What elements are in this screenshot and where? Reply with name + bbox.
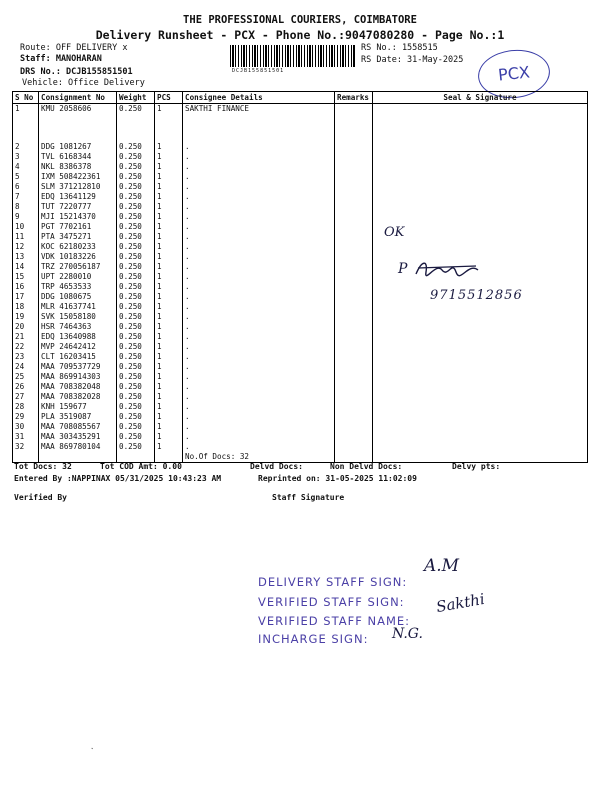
cell-sno: 2 bbox=[13, 142, 39, 152]
cell-seal-signature bbox=[373, 152, 588, 162]
cell-sno: 22 bbox=[13, 342, 39, 352]
cell-pcs: 1 bbox=[155, 372, 183, 382]
table-row bbox=[13, 104, 588, 143]
cell-consignment: MAA 869780104 bbox=[39, 442, 117, 452]
delivery-points: Delvy pts: bbox=[452, 462, 501, 471]
cell-remarks bbox=[335, 172, 373, 182]
cell-remarks bbox=[335, 422, 373, 432]
cell-sno: 16 bbox=[13, 282, 39, 292]
table-row bbox=[13, 442, 588, 452]
cell-consignment: MAA 708085567 bbox=[39, 422, 117, 432]
table-row bbox=[13, 262, 588, 272]
cell-consignment: CLT 16203415 bbox=[39, 352, 117, 362]
empty-cell bbox=[335, 452, 373, 463]
handwritten-p-signature bbox=[398, 258, 482, 280]
runsheet-table bbox=[12, 91, 588, 463]
cell-pcs: 1 bbox=[155, 222, 183, 232]
cell-consignee: . bbox=[183, 332, 335, 342]
cell-pcs: 1 bbox=[155, 422, 183, 432]
cell-sno: 9 bbox=[13, 212, 39, 222]
reprinted-on: Reprinted on: 31-05-2025 11:02:09 bbox=[258, 474, 417, 483]
cell-sno: 13 bbox=[13, 252, 39, 262]
cell-weight: 0.250 bbox=[117, 372, 155, 382]
cell-weight: 0.250 bbox=[117, 282, 155, 292]
cell-consignee: . bbox=[183, 182, 335, 192]
vehicle-label: Vehicle: Office Delivery bbox=[22, 78, 145, 88]
cell-weight: 0.250 bbox=[117, 302, 155, 312]
cell-seal-signature bbox=[373, 222, 588, 232]
cell-consignment: KOC 62180233 bbox=[39, 242, 117, 252]
cell-remarks bbox=[335, 182, 373, 192]
handwritten-p: P bbox=[398, 261, 408, 277]
cell-remarks bbox=[335, 202, 373, 212]
table-row bbox=[13, 232, 588, 242]
total-cod-amount: Tot COD Amt: 0.00 bbox=[100, 462, 182, 471]
cell-consignee: . bbox=[183, 192, 335, 202]
table-row bbox=[13, 422, 588, 432]
cell-consignee: . bbox=[183, 262, 335, 272]
cell-consignee: . bbox=[183, 302, 335, 312]
table-row bbox=[13, 322, 588, 332]
cell-pcs: 1 bbox=[155, 232, 183, 242]
entered-by: Entered By :NAPPINAX 05/31/2025 10:43:23 AM bbox=[14, 474, 222, 483]
stamp-verified-staff-sign: VERIFIED STAFF SIGN: bbox=[258, 595, 405, 609]
staff-label: Staff: MANOHARAN bbox=[20, 54, 102, 64]
cell-seal-signature bbox=[373, 442, 588, 452]
cell-weight: 0.250 bbox=[117, 322, 155, 332]
cell-consignment: TRP 4653533 bbox=[39, 282, 117, 292]
stamp-delivery-staff-sign: DELIVERY STAFF SIGN: bbox=[258, 575, 408, 589]
cell-weight: 0.250 bbox=[117, 162, 155, 172]
cell-pcs: 1 bbox=[155, 272, 183, 282]
cell-sno: 5 bbox=[13, 172, 39, 182]
cell-sno: 4 bbox=[13, 162, 39, 172]
cell-consignee: . bbox=[183, 382, 335, 392]
col-pcs: PCS bbox=[155, 92, 183, 104]
cell-weight: 0.250 bbox=[117, 392, 155, 402]
cell-consignee: . bbox=[183, 172, 335, 182]
cell-remarks bbox=[335, 292, 373, 302]
total-docs: Tot Docs: 32 bbox=[14, 462, 72, 471]
cell-pcs: 1 bbox=[155, 312, 183, 322]
handwritten-ok: OK bbox=[384, 225, 405, 240]
cell-remarks bbox=[335, 212, 373, 222]
cell-seal-signature bbox=[373, 142, 588, 152]
cell-seal-signature bbox=[373, 182, 588, 192]
empty-cell bbox=[39, 452, 117, 463]
cell-weight: 0.250 bbox=[117, 222, 155, 232]
cell-weight: 0.250 bbox=[117, 382, 155, 392]
cell-seal-signature bbox=[373, 172, 588, 182]
table-row bbox=[13, 412, 588, 422]
rs-number: RS No.: 1558515 bbox=[361, 43, 438, 53]
cell-pcs: 1 bbox=[155, 202, 183, 212]
cell-seal-signature bbox=[373, 392, 588, 402]
cell-remarks bbox=[335, 252, 373, 262]
cell-weight: 0.250 bbox=[117, 252, 155, 262]
cell-pcs: 1 bbox=[155, 262, 183, 272]
cell-remarks bbox=[335, 442, 373, 452]
cell-weight: 0.250 bbox=[117, 262, 155, 272]
stamp-verified-staff-name: VERIFIED STAFF NAME: bbox=[258, 614, 411, 628]
table-row bbox=[13, 352, 588, 362]
cell-remarks bbox=[335, 232, 373, 242]
cell-remarks bbox=[335, 382, 373, 392]
cell-consignment: KNH 159677 bbox=[39, 402, 117, 412]
cell-weight: 0.250 bbox=[117, 422, 155, 432]
col-consignee: Consignee Details bbox=[183, 92, 335, 104]
cell-pcs: 1 bbox=[155, 412, 183, 422]
cell-consignee: . bbox=[183, 352, 335, 362]
barcode bbox=[230, 45, 356, 67]
cell-consignment: PTA 3475271 bbox=[39, 232, 117, 242]
cell-seal-signature bbox=[373, 362, 588, 372]
col-seal-signature: Seal & Signature bbox=[373, 92, 588, 104]
table-row bbox=[13, 222, 588, 232]
cell-remarks bbox=[335, 332, 373, 342]
cell-remarks bbox=[335, 222, 373, 232]
cell-sno: 19 bbox=[13, 312, 39, 322]
cell-weight: 0.250 bbox=[117, 202, 155, 212]
cell-pcs: 1 bbox=[155, 162, 183, 172]
table-footer-row bbox=[13, 452, 588, 463]
cell-pcs: 1 bbox=[155, 382, 183, 392]
table-row bbox=[13, 192, 588, 202]
cell-sno: 6 bbox=[13, 182, 39, 192]
cell-consignee: . bbox=[183, 212, 335, 222]
col-sno: S No bbox=[13, 92, 39, 104]
table-row bbox=[13, 342, 588, 352]
barcode-text: DCJB155851501 bbox=[232, 68, 285, 74]
cell-remarks bbox=[335, 352, 373, 362]
cell-consignee: . bbox=[183, 252, 335, 262]
table-row bbox=[13, 182, 588, 192]
cell-consignment: MAA 708382028 bbox=[39, 392, 117, 402]
cell-pcs: 1 bbox=[155, 242, 183, 252]
cell-consignee: . bbox=[183, 202, 335, 212]
cell-consignee: . bbox=[183, 272, 335, 282]
cell-pcs: 1 bbox=[155, 212, 183, 222]
cell-weight: 0.250 bbox=[117, 292, 155, 302]
delivered-docs: Delvd Docs: bbox=[250, 462, 303, 471]
pcx-stamp: PCX bbox=[476, 46, 553, 101]
cell-consignment: PGT 7702161 bbox=[39, 222, 117, 232]
cell-pcs: 1 bbox=[155, 192, 183, 202]
cell-seal-signature bbox=[373, 322, 588, 332]
cell-weight: 0.250 bbox=[117, 342, 155, 352]
cell-sno: 26 bbox=[13, 382, 39, 392]
empty-cell bbox=[117, 452, 155, 463]
cell-consignee: . bbox=[183, 402, 335, 412]
cell-pcs: 1 bbox=[155, 392, 183, 402]
cell-weight: 0.250 bbox=[117, 152, 155, 162]
cell-weight: 0.250 bbox=[117, 352, 155, 362]
cell-sno: 27 bbox=[13, 392, 39, 402]
cell-remarks bbox=[335, 242, 373, 252]
cell-pcs: 1 bbox=[155, 342, 183, 352]
non-delivered-docs: Non Delvd Docs: bbox=[330, 462, 403, 471]
cell-sno: 1 bbox=[13, 104, 39, 143]
cell-seal-signature bbox=[373, 382, 588, 392]
cell-consignment: DDG 1080675 bbox=[39, 292, 117, 302]
cell-consignment: MJI 15214370 bbox=[39, 212, 117, 222]
cell-pcs: 1 bbox=[155, 322, 183, 332]
cell-seal-signature bbox=[373, 352, 588, 362]
cell-sno: 10 bbox=[13, 222, 39, 232]
cell-remarks bbox=[335, 282, 373, 292]
cell-consignee: . bbox=[183, 372, 335, 382]
cell-consignee: . bbox=[183, 392, 335, 402]
table-header-row bbox=[13, 92, 588, 104]
verified-by: Verified By bbox=[14, 493, 67, 502]
cell-remarks bbox=[335, 152, 373, 162]
cell-pcs: 1 bbox=[155, 282, 183, 292]
cell-consignee: . bbox=[183, 292, 335, 302]
cell-sno: 31 bbox=[13, 432, 39, 442]
cell-pcs: 1 bbox=[155, 332, 183, 342]
runsheet-title: Delivery Runsheet - PCX - Phone No.:9047080280 - Page No.:1 bbox=[95, 28, 505, 42]
cell-pcs: 1 bbox=[155, 362, 183, 372]
cell-weight: 0.250 bbox=[117, 182, 155, 192]
cell-weight: 0.250 bbox=[117, 412, 155, 422]
cell-remarks bbox=[335, 162, 373, 172]
cell-consignment: DDG 1081267 bbox=[39, 142, 117, 152]
cell-pcs: 1 bbox=[155, 432, 183, 442]
cell-seal-signature bbox=[373, 232, 588, 242]
cell-consignee: . bbox=[183, 232, 335, 242]
cell-weight: 0.250 bbox=[117, 272, 155, 282]
cell-sno: 12 bbox=[13, 242, 39, 252]
table-row bbox=[13, 402, 588, 412]
staff-signature: Staff Signature bbox=[272, 493, 345, 502]
table-row bbox=[13, 272, 588, 282]
cell-consignment: SVK 15058180 bbox=[39, 312, 117, 322]
table-row bbox=[13, 392, 588, 402]
cell-sno: 8 bbox=[13, 202, 39, 212]
cell-consignment: UPT 2280010 bbox=[39, 272, 117, 282]
cell-remarks bbox=[335, 412, 373, 422]
cell-consignee: . bbox=[183, 282, 335, 292]
cell-weight: 0.250 bbox=[117, 104, 155, 143]
cell-consignment: MAA 709537729 bbox=[39, 362, 117, 372]
cell-weight: 0.250 bbox=[117, 402, 155, 412]
cell-remarks bbox=[335, 142, 373, 152]
cell-consignment: MAA 869914303 bbox=[39, 372, 117, 382]
cell-seal-signature bbox=[373, 402, 588, 412]
table-row bbox=[13, 302, 588, 312]
cell-weight: 0.250 bbox=[117, 332, 155, 342]
cell-sno: 30 bbox=[13, 422, 39, 432]
cell-sno: 15 bbox=[13, 272, 39, 282]
table-row bbox=[13, 252, 588, 262]
cell-consignment: MVP 24642412 bbox=[39, 342, 117, 352]
cell-sno: 25 bbox=[13, 372, 39, 382]
cell-consignee: . bbox=[183, 412, 335, 422]
cell-remarks bbox=[335, 192, 373, 202]
cell-remarks bbox=[335, 372, 373, 382]
cell-seal-signature bbox=[373, 422, 588, 432]
cell-seal-signature bbox=[373, 412, 588, 422]
cell-weight: 0.250 bbox=[117, 172, 155, 182]
table-row bbox=[13, 162, 588, 172]
empty-cell bbox=[155, 452, 183, 463]
cell-pcs: 1 bbox=[155, 152, 183, 162]
stamp-incharge-sign: INCHARGE SIGN: bbox=[258, 632, 369, 646]
cell-remarks bbox=[335, 322, 373, 332]
cell-pcs: 1 bbox=[155, 182, 183, 192]
cell-weight: 0.250 bbox=[117, 312, 155, 322]
cell-seal-signature bbox=[373, 242, 588, 252]
cell-consignment: EDQ 13640988 bbox=[39, 332, 117, 342]
cell-pcs: 1 bbox=[155, 402, 183, 412]
cell-remarks bbox=[335, 432, 373, 442]
cell-seal-signature bbox=[373, 332, 588, 342]
cell-consignment: MAA 708382048 bbox=[39, 382, 117, 392]
cell-weight: 0.250 bbox=[117, 242, 155, 252]
table-row bbox=[13, 312, 588, 322]
cell-remarks bbox=[335, 392, 373, 402]
cell-remarks bbox=[335, 312, 373, 322]
table-row bbox=[13, 432, 588, 442]
cell-consignee: . bbox=[183, 142, 335, 152]
table-row bbox=[13, 372, 588, 382]
cell-consignee: . bbox=[183, 152, 335, 162]
cell-weight: 0.250 bbox=[117, 212, 155, 222]
cell-seal-signature bbox=[373, 104, 588, 143]
table-row bbox=[13, 172, 588, 182]
cell-pcs: 1 bbox=[155, 142, 183, 152]
cell-weight: 0.250 bbox=[117, 432, 155, 442]
cell-sno: 11 bbox=[13, 232, 39, 242]
cell-pcs: 1 bbox=[155, 104, 183, 143]
cell-consignee: . bbox=[183, 342, 335, 352]
cell-remarks bbox=[335, 342, 373, 352]
cell-sno: 20 bbox=[13, 322, 39, 332]
handwritten-incharge-signature: N.G. bbox=[392, 626, 423, 642]
handwritten-phone: 9715512856 bbox=[430, 288, 523, 303]
cell-consignment: MLR 41637741 bbox=[39, 302, 117, 312]
company-name: THE PROFESSIONAL COURIERS, COIMBATORE bbox=[183, 14, 417, 26]
cell-consignee: . bbox=[183, 222, 335, 232]
table-row bbox=[13, 142, 588, 152]
table-row bbox=[13, 382, 588, 392]
col-weight: Weight bbox=[117, 92, 155, 104]
cell-consignment: PLA 3519087 bbox=[39, 412, 117, 422]
cell-remarks bbox=[335, 104, 373, 143]
table-row bbox=[13, 212, 588, 222]
cell-sno: 3 bbox=[13, 152, 39, 162]
cell-pcs: 1 bbox=[155, 252, 183, 262]
handwritten-staff-signature: A.M bbox=[424, 556, 460, 576]
scribble-signature-icon bbox=[412, 258, 482, 280]
cell-consignment: TRZ 270056187 bbox=[39, 262, 117, 272]
cell-seal-signature bbox=[373, 162, 588, 172]
cell-weight: 0.250 bbox=[117, 192, 155, 202]
table-row bbox=[13, 202, 588, 212]
cell-consignment: NKL 8386378 bbox=[39, 162, 117, 172]
cell-consignment: EDQ 13641129 bbox=[39, 192, 117, 202]
cell-pcs: 1 bbox=[155, 302, 183, 312]
cell-sno: 18 bbox=[13, 302, 39, 312]
cell-consignment: TUT 7220777 bbox=[39, 202, 117, 212]
table-row bbox=[13, 362, 588, 372]
table-row bbox=[13, 152, 588, 162]
cell-sno: 21 bbox=[13, 332, 39, 342]
cell-consignee: . bbox=[183, 432, 335, 442]
route-label: Route: OFF DELIVERY x bbox=[20, 43, 128, 53]
cell-consignment: TVL 6168344 bbox=[39, 152, 117, 162]
cell-consignee: . bbox=[183, 362, 335, 372]
cell-remarks bbox=[335, 362, 373, 372]
empty-cell bbox=[373, 452, 588, 463]
drs-number: DRS No.: DCJB155851501 bbox=[20, 67, 133, 77]
cell-remarks bbox=[335, 272, 373, 282]
cell-pcs: 1 bbox=[155, 352, 183, 362]
table-row bbox=[13, 242, 588, 252]
cell-consignee: . bbox=[183, 422, 335, 432]
cell-seal-signature bbox=[373, 312, 588, 322]
cell-sno: 32 bbox=[13, 442, 39, 452]
empty-cell bbox=[13, 452, 39, 463]
cell-pcs: 1 bbox=[155, 172, 183, 182]
cell-consignee: . bbox=[183, 322, 335, 332]
cell-seal-signature bbox=[373, 432, 588, 442]
cell-sno: 7 bbox=[13, 192, 39, 202]
cell-remarks bbox=[335, 302, 373, 312]
cell-weight: 0.250 bbox=[117, 442, 155, 452]
cell-consignment: KMU 2058606 bbox=[39, 104, 117, 143]
cell-consignee: . bbox=[183, 442, 335, 452]
cell-sno: 29 bbox=[13, 412, 39, 422]
cell-seal-signature bbox=[373, 212, 588, 222]
cell-seal-signature bbox=[373, 302, 588, 312]
cell-sno: 28 bbox=[13, 402, 39, 412]
table-row bbox=[13, 332, 588, 342]
no-of-docs: No.Of Docs: 32 bbox=[183, 452, 335, 463]
cell-seal-signature bbox=[373, 192, 588, 202]
cell-consignee: . bbox=[183, 162, 335, 172]
cell-consignment: MAA 303435291 bbox=[39, 432, 117, 442]
cell-pcs: 1 bbox=[155, 442, 183, 452]
cell-remarks bbox=[335, 402, 373, 412]
cell-consignee: . bbox=[183, 242, 335, 252]
cell-consignee: . bbox=[183, 312, 335, 322]
cell-weight: 0.250 bbox=[117, 362, 155, 372]
cell-consignee: SAKTHI FINANCE bbox=[183, 104, 335, 143]
rs-date: RS Date: 31-May-2025 bbox=[361, 55, 464, 65]
cell-weight: 0.250 bbox=[117, 142, 155, 152]
cell-sno: 23 bbox=[13, 352, 39, 362]
cell-seal-signature bbox=[373, 202, 588, 212]
cell-consignment: SLM 371212810 bbox=[39, 182, 117, 192]
cell-seal-signature bbox=[373, 372, 588, 382]
cell-sno: 24 bbox=[13, 362, 39, 372]
cell-seal-signature bbox=[373, 342, 588, 352]
cell-consignment: IXM 508422361 bbox=[39, 172, 117, 182]
cell-consignment: HSR 7464363 bbox=[39, 322, 117, 332]
cell-weight: 0.250 bbox=[117, 232, 155, 242]
cell-consignment: VDK 10183226 bbox=[39, 252, 117, 262]
cell-pcs: 1 bbox=[155, 292, 183, 302]
handwritten-verified-name: Sakthi bbox=[434, 589, 486, 617]
cell-sno: 17 bbox=[13, 292, 39, 302]
col-consignment: Consignment No bbox=[39, 92, 117, 104]
cell-sno: 14 bbox=[13, 262, 39, 272]
col-remarks: Remarks bbox=[335, 92, 373, 104]
cell-remarks bbox=[335, 262, 373, 272]
